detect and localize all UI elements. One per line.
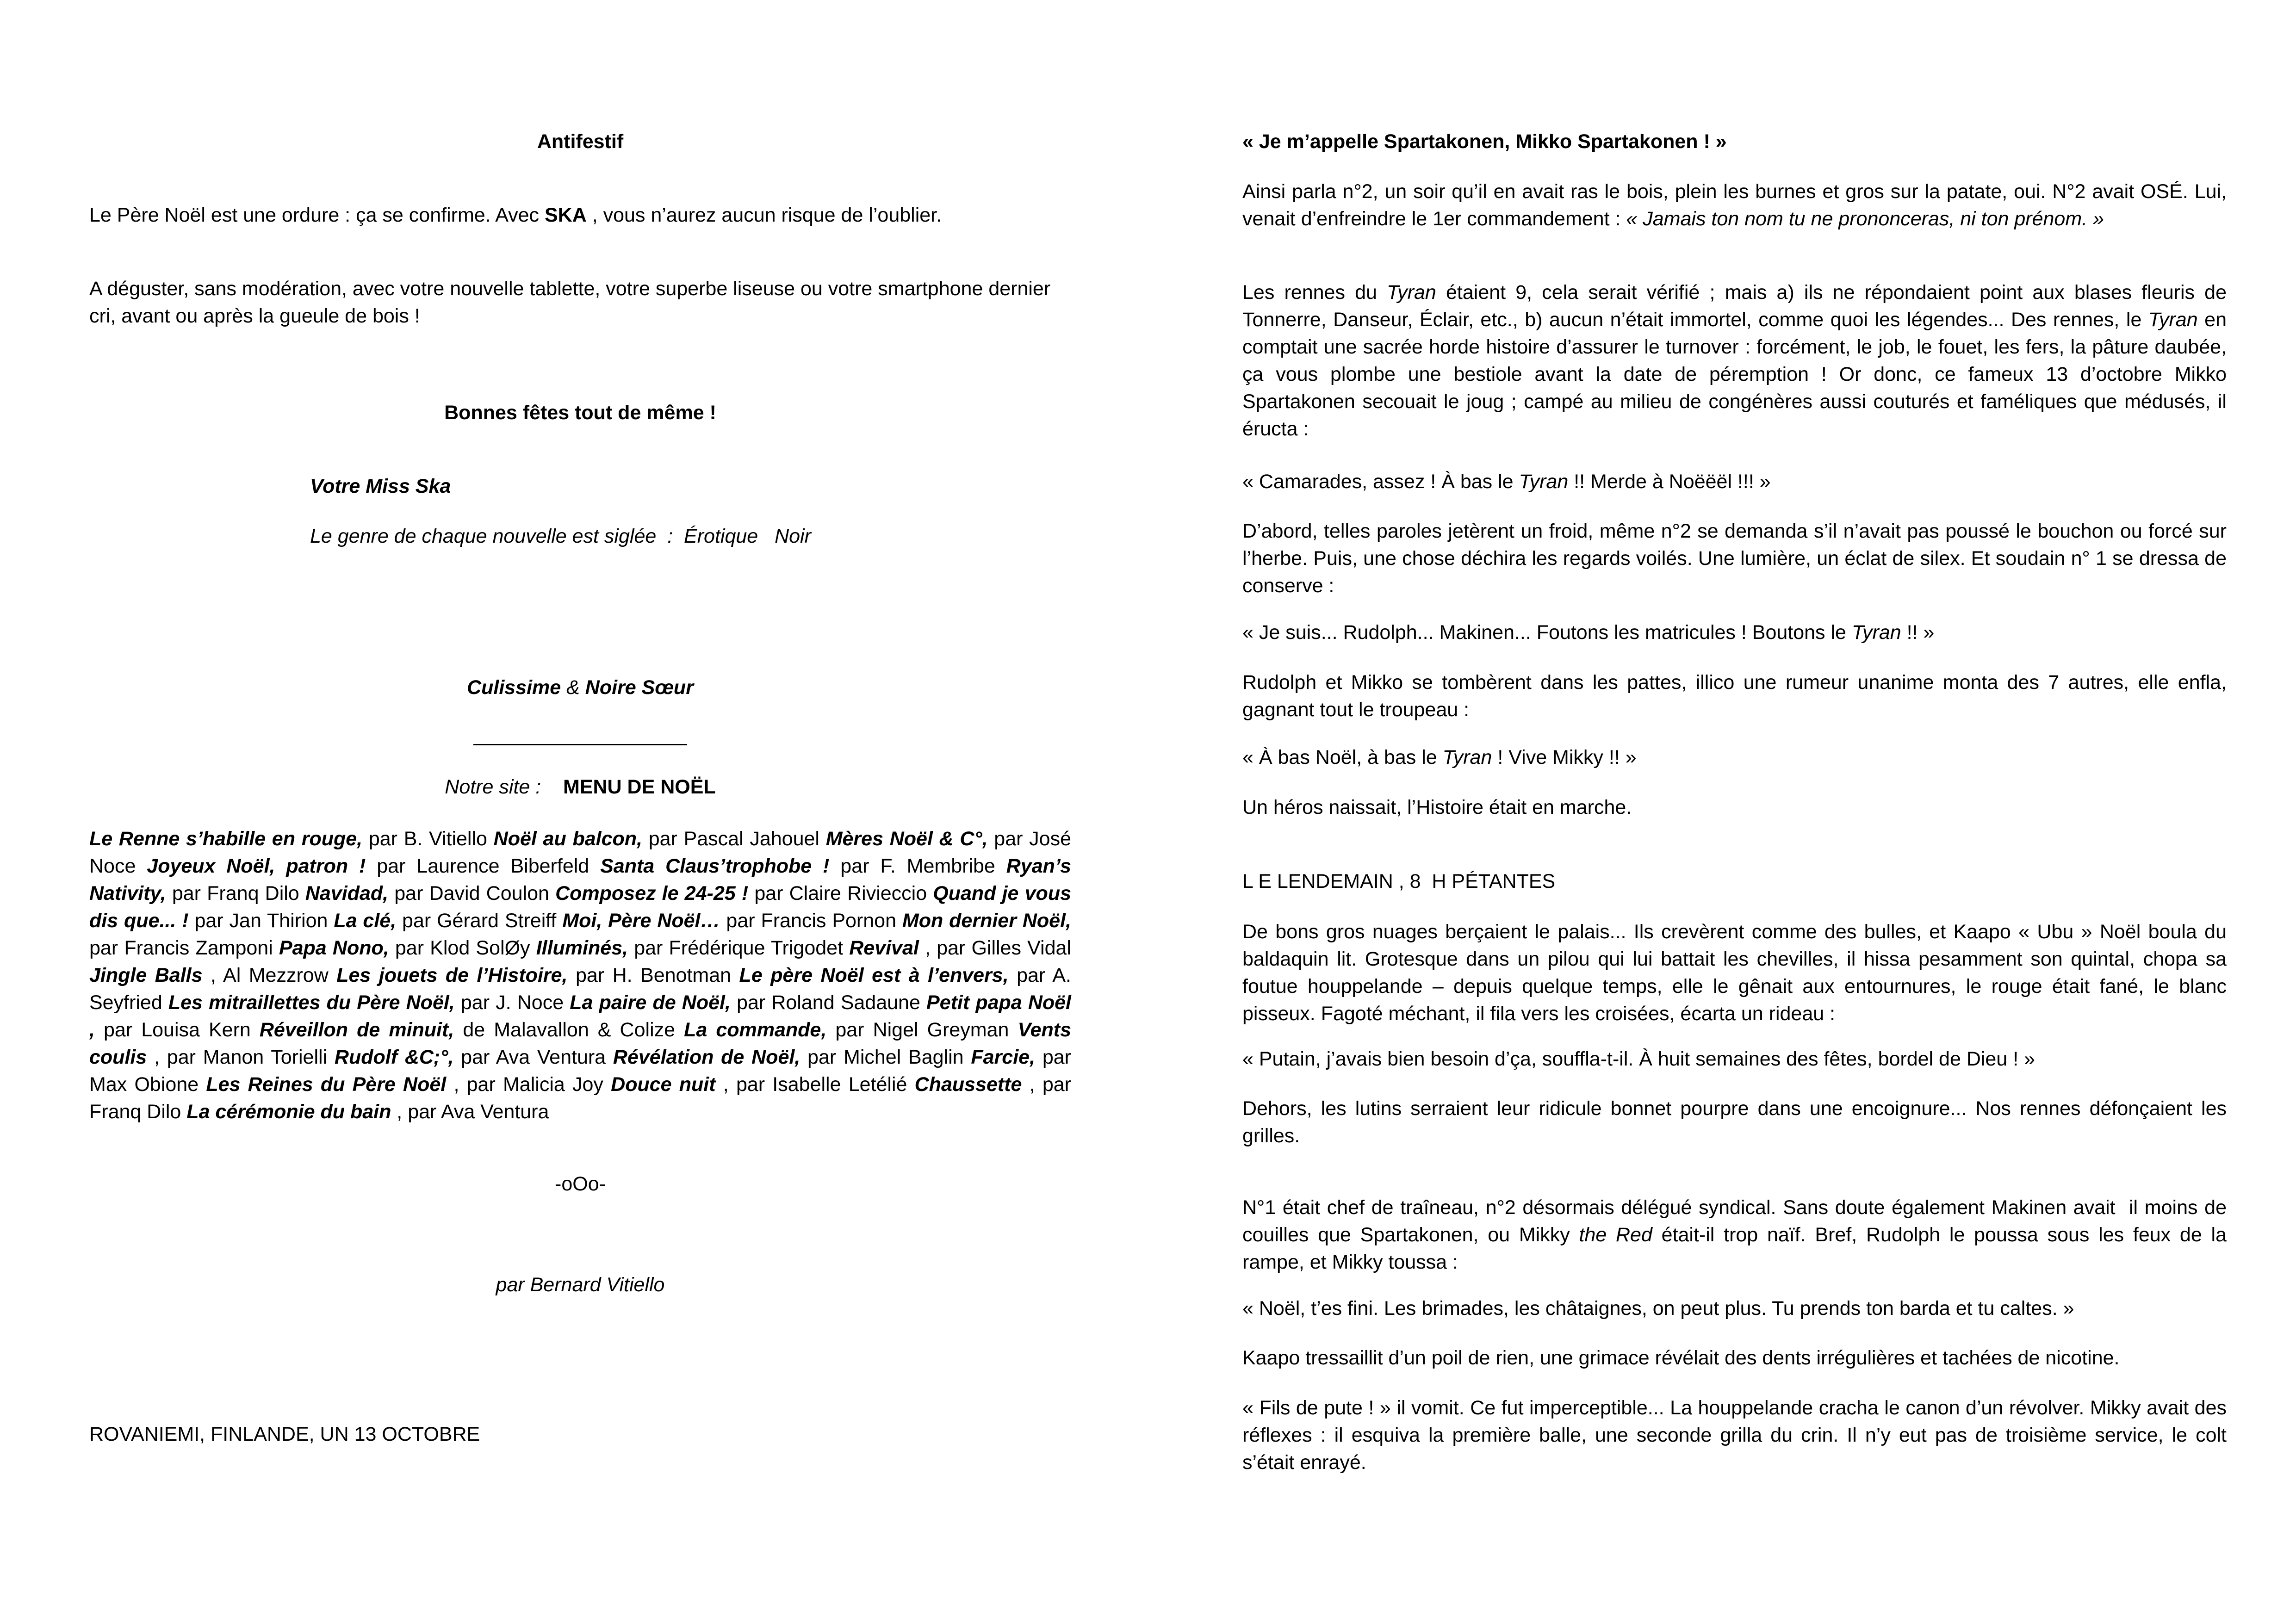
story-title: Joyeux Noël, patron ! [147,855,366,877]
italic-term: the Red [1579,1224,1652,1246]
story-title: Navidad, [305,882,389,904]
paragraph-text: étaient 9, cela serait vérifié ; mais a) ils ne répondaient point aux blases fleuris de Tonnerre, Danseur, Éclair, etc., b) aucun n’était immortel, comme quoi les légendes... Des rennes, le [1242,281,2227,331]
paragraph-14: Kaapo tressaillit d’un poil de rien, une grimace révélait des dents irrégulières et tachées de nicotine. [1242,1347,2120,1369]
story-author: , par Ava Ventura [391,1101,549,1123]
story-author: , par Franq Dilo [89,1073,1071,1123]
paragraph-11: Dehors, les lutins serraient leur ridicule bonnet pourpre dans une encoignure... Nos rennes défonçaient les grilles. [1242,1097,2227,1147]
story-author: par F. Membribe [829,855,1006,877]
intro-paragraph-1 [89,202,1071,229]
greeting: Bonnes fêtes tout de même ! [444,402,716,424]
genre-label: Le genre de chaque nouvelle est siglée [310,525,657,547]
italic-term: Tyran [1519,471,1569,493]
dateline: ROVANIEMI, FINLANDE, UN 13 OCTOBRE [89,1423,480,1445]
story-author: par Pascal Jahouel [642,828,826,850]
intro-paragraph-2: A déguster, sans modération, avec votre nouvelle tablette, votre superbe liseuse ou votre smartphone dernier cri, avant ou après la gueule de bois ! [89,278,1051,327]
story-title: Mon dernier Noël, [902,910,1071,932]
signature: Votre Miss Ska [310,475,451,497]
collections-line [89,674,1071,701]
paragraph-text: était-il trop naïf. Bref, Rudolph le poussa sous les feux de la rampe, et Mikky toussa : [1242,1224,2232,1273]
story-author: de Malavallon & Colize [454,1019,684,1041]
story-author: par Claire Rivieccio [748,882,933,904]
story-list [89,825,1071,1126]
story-title: Noël au balcon, [493,828,642,850]
paragraph-7 [1242,744,2227,771]
paragraph-2 [1242,279,2227,443]
story-author: par Gérard Streiff [396,910,563,932]
story-title: Jingle Balls [89,964,203,986]
separator-rule-wrap [89,725,1071,753]
site-label: Notre site : [445,776,541,798]
story-title: Les mitraillettes du Père Noël, [168,991,455,1014]
story-author: par Francis Zamponi [89,937,279,959]
story-title: Illuminés, [536,937,628,959]
intro-text: , vous n’aurez aucun risque de l’oublier. [586,204,942,226]
story-author: par A. Seyfried [89,964,1071,1014]
story-title: Quand je vous dis que... ! [89,882,1071,932]
story-title: Révélation de Noël, [613,1046,800,1068]
page-title: Antifestif [537,130,624,153]
paragraph-text: !! » [1901,621,1935,644]
commandment-quote: « Jamais ton nom tu ne prononceras, ni ton prénom. » [1626,208,2104,230]
story-author: , par Isabelle Letélié [715,1073,915,1096]
story-title: Composez le 24-25 ! [555,882,749,904]
collection-culissime: Culissime [467,676,561,699]
intro-text: Le Père Noël est une ordure : ça se confirme. Avec [89,204,545,226]
story-author: par B. Vitiello [362,828,494,850]
paragraph-12 [1242,1194,2232,1276]
genre-erotique: Érotique [684,525,758,547]
right-column [1242,0,2232,1623]
right-page [1148,0,2296,1623]
italic-term: Tyran [1851,621,1901,644]
paragraph-13: « Noël, t’es fini. Les brimades, les châtaignes, on peut plus. Tu prends ton barda et tu caltes. » [1242,1297,2074,1319]
story-author: par H. Benotman [567,964,739,986]
story-author: par Laurence Biberfeld [366,855,601,877]
paragraph-8: Un héros naissait, l’Histoire était en marche. [1242,796,1632,818]
story-author: , par Manon Torielli [147,1046,335,1068]
story-title: Santa Claus’trophobe ! [600,855,830,877]
story-title: Le père Noël est à l’envers, [739,964,1009,986]
paragraph-text: N°1 était chef de traîneau, n°2 désormais délégué syndical. Sans doute également Makinen avait il moins de couilles que Spartakonen, ou Mikky [1242,1196,2232,1246]
italic-term: Tyran [1442,746,1492,768]
story-author: par Louisa Kern [94,1019,260,1041]
genre-separator: : [667,525,673,547]
paragraph-text: !! Merde à Noëëël !!! » [1568,471,1771,493]
story-author: par Frédérique Trigodet [628,937,850,959]
story-author: par Francis Pornon [720,910,902,932]
story-title: Vents coulis [89,1019,1071,1068]
paragraph-text: « À bas Noël, à bas le [1242,746,1443,768]
story-title: Douce nuit [611,1073,716,1096]
story-author: , Al Mezzrow [202,964,337,986]
author-byline: par Bernard Vitiello [496,1274,665,1296]
paragraph-10: « Putain, j’avais bien besoin d’ça, souffla-t-il. À huit semaines des fêtes, bordel de Dieu ! » [1242,1048,2035,1070]
story-title: Papa Nono, [279,937,389,959]
story-author: , par Gilles Vidal [918,937,1071,959]
story-author: par J. Noce [454,991,570,1014]
story-title: Mères Noël & C°, [825,828,988,850]
paragraph-text: en comptait une sacrée horde histoire d’assurer le turnover : forcément, le job, le fouet, les fers, la pâture daubée, ça vous plombe une bestiole avant la date de péremption ! Or donc, ce fameux 13 d’octobre Mikko Spartakonen secouait le joug ; campé au milieu de congénères aussi couturés et faméliques que médusés, il éructa : [1242,309,2227,440]
story-author: , par Malicia Joy [446,1073,611,1096]
site-line [89,774,1071,801]
story-title: La commande, [684,1019,827,1041]
story-author: par Roland Sadaune [730,991,927,1014]
story-title: La cérémonie du bain [186,1101,391,1123]
italic-term: Tyran [2148,309,2198,331]
italic-term: Tyran [1387,281,1436,304]
section-heading: L E LENDEMAIN , 8 H PÉTANTES [1242,870,1556,892]
ornament: -oOo- [555,1173,606,1195]
story-title: Farcie, [971,1046,1036,1068]
story-author: par Klod SolØy [389,937,536,959]
story-title: Revival [849,937,919,959]
story-title: Petit papa Noël , [89,991,1071,1041]
collection-ampersand: & [566,676,580,699]
paragraph-3 [1242,468,2227,496]
story-title: Les jouets de l’Histoire, [336,964,568,986]
paragraph-text: « Camarades, assez ! À bas le [1242,471,1519,493]
story-title: Ryan’s Nativity, [89,855,1071,904]
story-title: Les Reines du Père Noël [206,1073,447,1096]
paragraph-text: ! Vive Mikky !! » [1492,746,1637,768]
story-title: La paire de Noël, [570,991,731,1014]
story-title: Le Renne s’habille en rouge, [89,828,363,850]
paragraph-15: « Fils de pute ! » il vomit. Ce fut imperceptible... La houppelande cracha le canon d’un révolver. Mikky avait des réflexes : il esquiva la première balle, une seconde grilla du crin. Il n’y eut pas de troisième service, le colt s’était enrayé. [1242,1397,2227,1474]
left-column [89,0,1071,1623]
story-title: La clé, [334,910,397,932]
paragraph-4: D’abord, telles paroles jetèrent un froid, même n°2 se demanda s’il n’avait pas poussé le bouchon ou forcé sur l’herbe. Puis, une chose déchira les regards voilés. Une lumière, un éclat de silex. Et soudain n° 1 se dressa de conserve : [1242,520,2227,597]
genre-noir: Noir [775,525,811,547]
story-author: par Ava Ventura [453,1046,613,1068]
genre-note [310,523,811,550]
story-author: par David Coulon [388,882,556,904]
story-author: par Michel Baglin [800,1046,971,1068]
brand-name: SKA [544,204,587,226]
paragraph-6: Rudolph et Mikko se tombèrent dans les pattes, illico une rumeur unanime monta des 7 autres, elle enfla, gagnant tout le troupeau : [1242,671,2227,721]
story-author: par Jan Thirion [188,910,334,932]
collection-noire-soeur: Noire Sœur [585,676,694,699]
story-author: par Franq Dilo [166,882,305,904]
chapter-heading: « Je m’appelle Spartakonen, Mikko Spartakonen ! » [1242,130,1727,153]
story-title: Moi, Père Noël… [562,910,720,932]
site-menu-title: MENU DE NOËL [563,776,716,798]
paragraph-text: Les rennes du [1242,281,1387,304]
paragraph-text: Ainsi parla n°2, un soir qu’il en avait ras le bois, plein les burnes et gros sur la patate, oui. N°2 avait OSÉ. Lui, venait d’enfreindre le 1er commandement : [1242,180,2227,230]
story-title: Rudolf &C;°, [334,1046,454,1068]
story-author: par Nigel Greyman [826,1019,1018,1041]
paragraph-1 [1242,178,2227,233]
paragraph-5 [1242,619,2227,646]
paragraph-text: « Je suis... Rudolph... Makinen... Foutons les matricules ! Boutons le [1242,621,1852,644]
story-author: par José Noce [89,828,1072,877]
story-title: Réveillon de minuit, [259,1019,454,1041]
separator-rule [473,743,687,745]
paragraph-9: De bons gros nuages berçaient le palais... Ils crevèrent comme des bulles, et Kaapo « Ubu » Noël boula du baldaquin lit. Grotesque dans un pilou qui lui battait les chevilles, il hissa pesamment son quintal, chopa sa foutue houppelande – depuis quelque temps, elle le gênait aux entournures, le rouge était fané, le blanc pisseux. Fagoté méchant, il fila vers les croisées, écarta un rideau : [1242,921,2227,1025]
story-author: par Max Obione [89,1046,1071,1096]
story-title: Chaussette [914,1073,1022,1096]
